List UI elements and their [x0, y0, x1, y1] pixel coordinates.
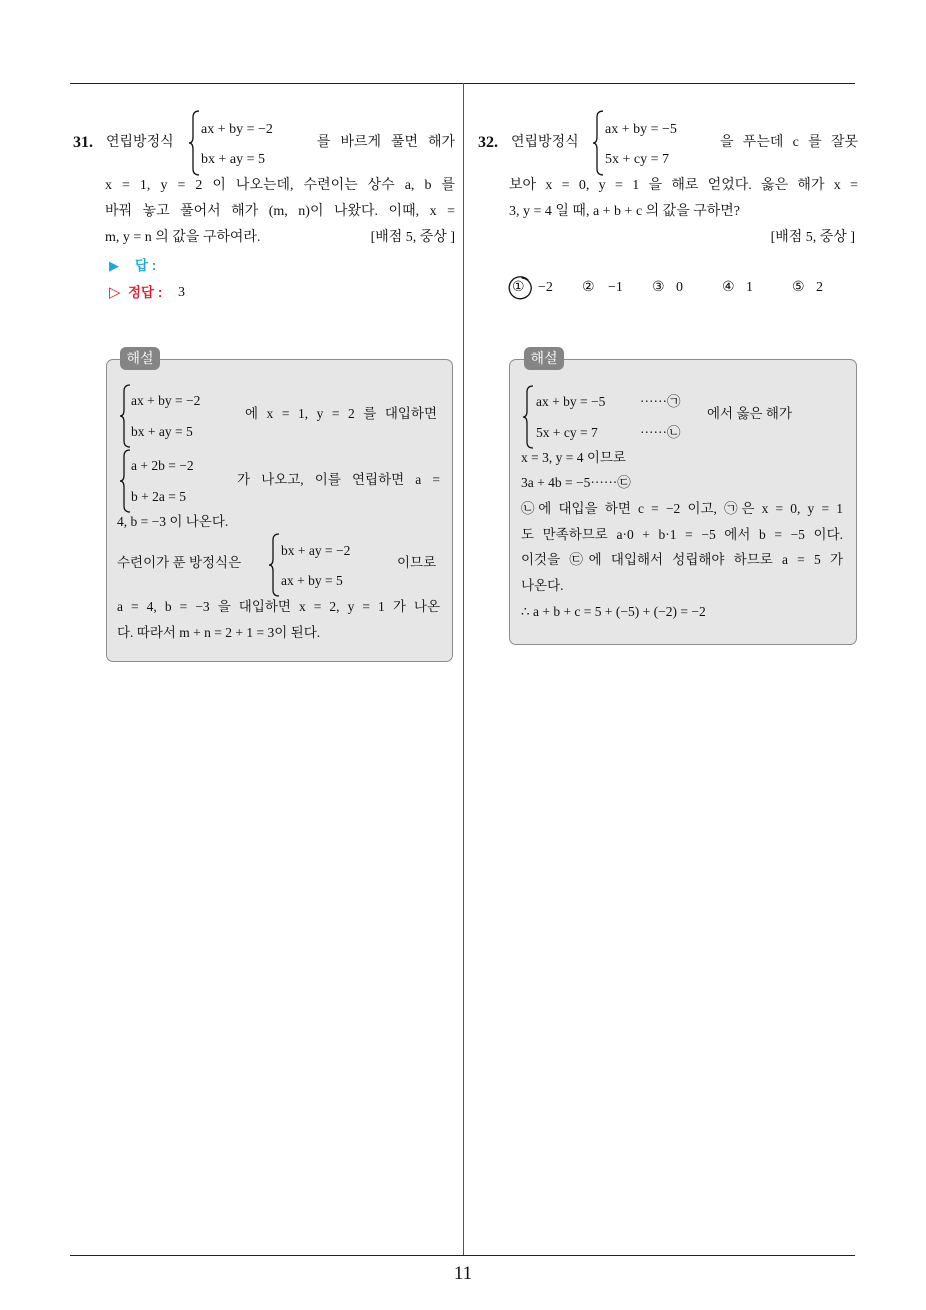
solution-tag: 해설	[120, 347, 160, 370]
solution-equation: a + 2b = −2	[131, 458, 194, 473]
solution-text: 가 나오고, 이를 연립하면 a =	[237, 472, 440, 487]
choice-1-value[interactable]: −2	[538, 280, 553, 295]
problem-lead-text: 연립방정식	[106, 135, 174, 150]
solution-equation: ax + by = −2	[131, 393, 201, 408]
solution-text: 에 x = 1, y = 2 를 대입하면	[245, 406, 437, 421]
choice-5-value[interactable]: 2	[816, 280, 823, 295]
problem-text-line: 3, y = 4 일 때, a + b + c 의 값을 구하면?	[509, 204, 741, 219]
solution-text: 3a + 4b = −5······㉢	[521, 475, 631, 490]
solution-equation: 5x + cy = 7	[536, 425, 598, 440]
solution-tag: 해설	[524, 347, 564, 370]
solution-equation: b + 2a = 5	[131, 489, 186, 504]
equation-reference: ······㉠	[640, 394, 681, 409]
system-equation-1: ax + by = −2	[201, 122, 273, 137]
choice-3-value[interactable]: 0	[676, 280, 683, 295]
problem-text-line: 보아 x = 0, y = 1 을 해로 얻었다. 옳은 해가 x =	[509, 178, 858, 193]
problem-text-after-system: 를 바르게 풀면 해가	[317, 135, 455, 150]
solution-text: x = 3, y = 4 이므로	[521, 450, 626, 465]
bottom-rule	[70, 1255, 855, 1256]
left-brace-icon	[268, 533, 280, 597]
problem-text-line: x = 1, y = 2 이 나오는데, 수련이는 상수 a, b 를	[105, 178, 455, 193]
problem-text-line: 바꿔 놓고 풀어서 해가 (m, n)이 나왔다. 이때, x =	[105, 204, 455, 219]
choice-4-mark[interactable]: ④	[722, 280, 735, 295]
left-brace-icon	[119, 384, 131, 448]
points-badge: [배점 5, 중상 ]	[770, 230, 855, 245]
choice-2-value[interactable]: −1	[608, 280, 623, 295]
choice-5-mark[interactable]: ⑤	[792, 280, 805, 295]
problem-number: 32.	[478, 134, 498, 151]
left-brace-icon	[188, 110, 200, 176]
solution-text: 도 만족하므로 a·0 + b·1 = −5 에서 b = −5 이다.	[521, 527, 843, 542]
solution-equation: ax + by = −5	[536, 394, 606, 409]
system-equation-2: 5x + cy = 7	[605, 152, 670, 167]
solution-text: ∴ a + b + c = 5 + (−5) + (−2) = −2	[521, 604, 706, 619]
left-brace-icon	[119, 449, 131, 513]
problem-lead-text: 연립방정식	[511, 135, 579, 150]
correct-answer-value: 3	[178, 285, 185, 300]
column-divider	[463, 83, 464, 1255]
correct-answer-label: 정답 :	[128, 285, 163, 300]
solution-equation: ax + by = 5	[281, 573, 343, 588]
page-number: 11	[453, 1263, 473, 1284]
points-badge: [배점 5, 중상 ]	[370, 230, 455, 245]
problem-text-after-system: 을 푸는데 c 를 잘못	[720, 135, 858, 150]
answer-label: 답 :	[135, 258, 157, 273]
solution-text: 에서 옳은 해가	[707, 406, 792, 421]
choice-2-mark[interactable]: ②	[582, 280, 595, 295]
solution-text: a = 4, b = −3 을 대입하면 x = 2, y = 1 가 나온	[117, 599, 440, 614]
system-equation-1: ax + by = −5	[605, 122, 677, 137]
equation-reference: ······㉡	[640, 425, 681, 440]
outline-triangle-icon: ▷	[109, 285, 121, 301]
solution-text: 이므로	[397, 555, 437, 570]
problem-text-line: m, y = n 의 값을 구하여라.	[105, 230, 261, 245]
play-triangle-icon: ▶	[109, 258, 119, 273]
choice-4-value[interactable]: 1	[746, 280, 753, 295]
solution-text: 이것을 ㉢에 대입해서 성립해야 하므로 a = 5 가	[521, 552, 843, 567]
solution-text: 나온다.	[521, 578, 564, 593]
solution-equation: bx + ay = 5	[131, 424, 193, 439]
solution-text: 다. 따라서 m + n = 2 + 1 = 3이 된다.	[117, 625, 321, 640]
solution-text: ㉡에 대입을 하면 c = −2 이고, ㉠은 x = 0, y = 1	[521, 501, 843, 516]
solution-equation: bx + ay = −2	[281, 543, 351, 558]
system-equation-2: bx + ay = 5	[201, 152, 266, 167]
problem-number: 31.	[73, 134, 93, 151]
solution-text: 4, b = −3 이 나온다.	[117, 514, 229, 529]
left-brace-icon	[522, 385, 534, 449]
left-brace-icon	[592, 110, 604, 176]
choice-1-mark[interactable]: ①	[512, 280, 525, 295]
selection-circle-icon	[505, 273, 535, 303]
choice-3-mark[interactable]: ③	[652, 280, 665, 295]
solution-text: 수련이가 푼 방정식은	[117, 555, 242, 570]
